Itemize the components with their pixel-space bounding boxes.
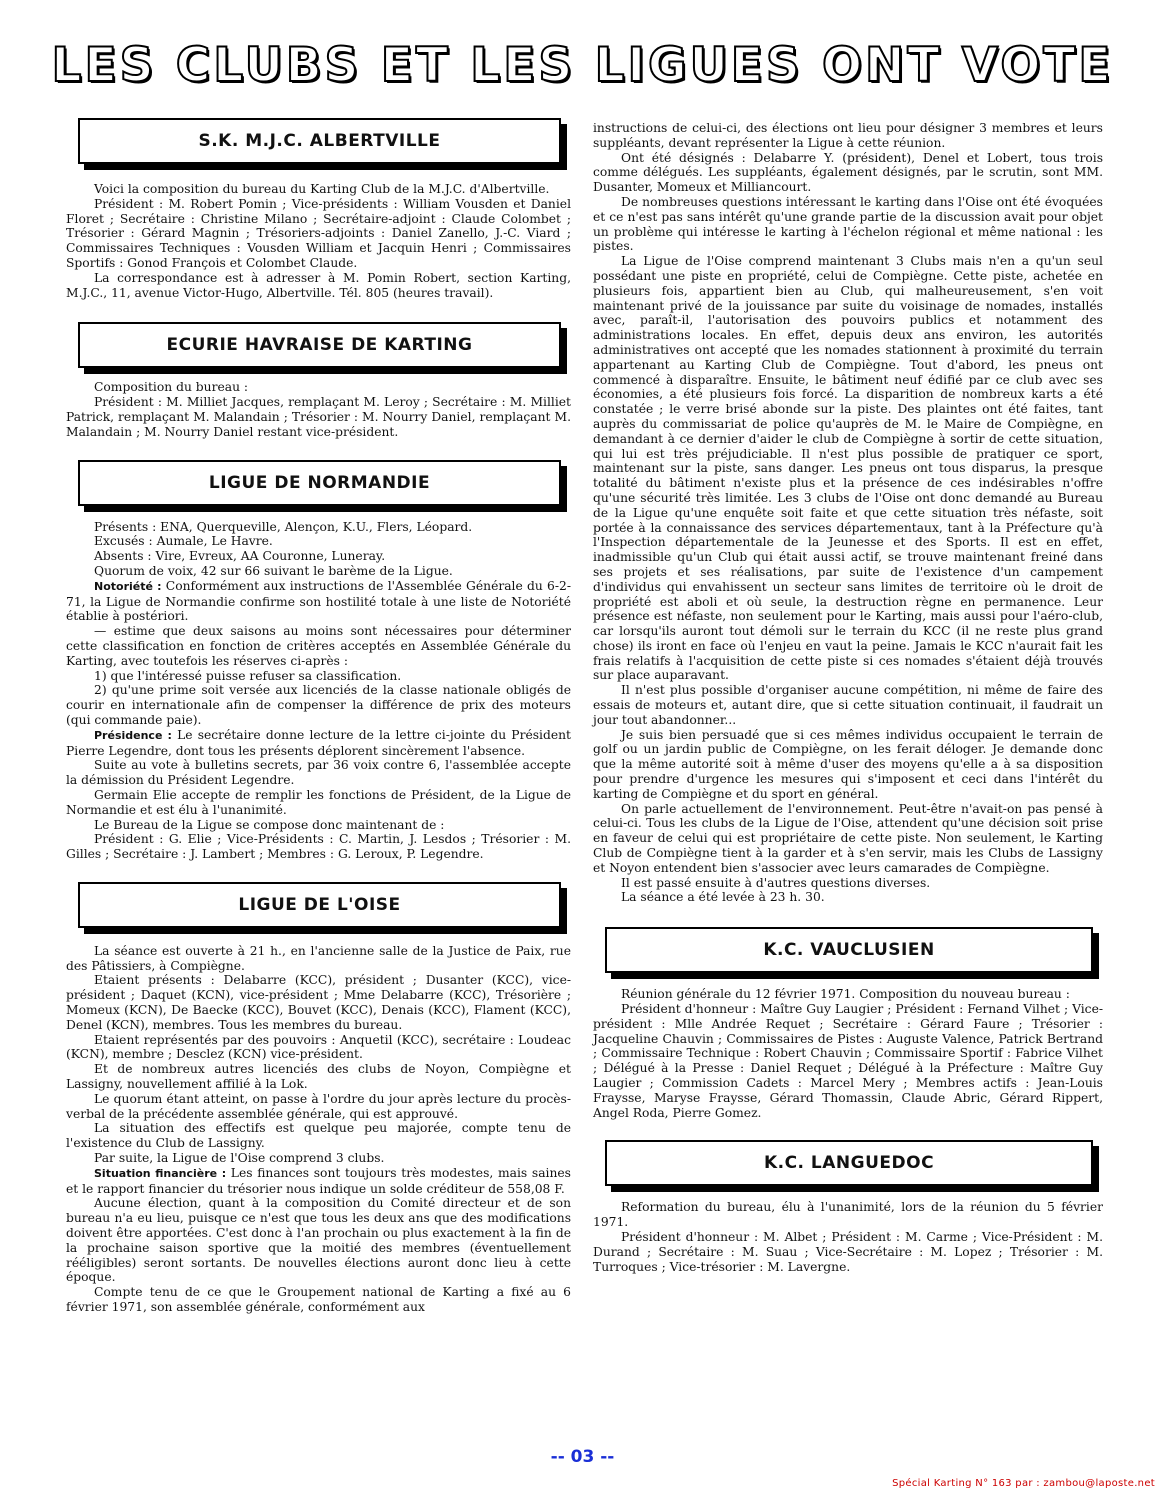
- section-heading-languedoc: K.C. LANGUEDOC: [605, 1140, 1093, 1186]
- paragraph: Président : G. Elie ; Vice-Présidents : C. Martin, J. Lesdos ; Trésorier : M. Gilles ; Secrétaire : J. Lambert ; Membres : G. Leroux, P. Legendre.: [66, 832, 571, 862]
- section-heading-vauclusien: K.C. VAUCLUSIEN: [605, 927, 1093, 973]
- paragraph: La correspondance est à adresser à M. Pomin Robert, section Karting, M.J.C., 11, avenue Victor-Hugo, Albertville. Tél. 805 (heures travail).: [66, 270, 571, 300]
- section-body-normandie: [66, 520, 571, 862]
- paragraph: Aucune élection, quant à la composition du Comité directeur et de son bureau n'a eu lieu, puisque ce n'est que tous les deux ans que des modifications doivent être apportées. C'est donc à l'an prochain ou plus exactement à la fin de la prochaine saison sportive que la moitié des membres (éventuellement rééligibles) seront sortants. De nouvelles élections auront donc lieu à cette époque.: [66, 1196, 571, 1285]
- paragraph: La situation des effectifs est quelque peu majorée, compte tenu de l'existence du Club de Lassigny.: [66, 1121, 571, 1151]
- credit-line: Spécial Karting N° 163 par : zambou@laposte.net: [892, 1478, 1155, 1489]
- section-heading-havraise: ECURIE HAVRAISE DE KARTING: [78, 322, 561, 368]
- paragraph: — estime que deux saisons au moins sont nécessaires pour déterminer cette classification en fonction de critères acceptés en Assemblée Générale du Karting, avec toutefois les réserves ci-après :: [66, 624, 571, 668]
- section-body-oise-continued: [593, 121, 1103, 905]
- label-situation-financiere: Situation financière :: [94, 1166, 227, 1180]
- paragraph: 1) que l'intéressé puisse refuser sa classification.: [94, 668, 402, 683]
- paragraph: La séance est ouverte à 21 h., en l'ancienne salle de la Justice de Paix, rue des Pâtissiers, à Compiègne.: [66, 943, 571, 973]
- paragraph: Réunion générale du 12 février 1971. Composition du nouveau bureau :: [621, 987, 1070, 1002]
- paragraph: La Ligue de l'Oise comprend maintenant 3 Clubs mais n'en a qu'un seul possédant une piste en propriété, celui de Compiègne. Cette piste, achetée en plusieurs fois, appartient bien au Club, qui malheureusement, s'en voit maintenant privé de la jouissance par suite du voisinage de nomades, installés avec, paraît-il, l'autorisation des pouvoirs publics et notamment des administrations locales. En effet, depuis deux ans environ, les autorités administratives ont accepté que les nomades stationnent à proximité du terrain appartenant au Karting Club de Compiègne. Tout d'abord, les pneus ont commencé à disparaître. Ensuite, le bâtiment neuf édifié par ce club avec ses économies, a été plusieurs fois forcé. La disparition de nombreux karts a été constatée ; le verre brisé abonde sur la piste. Des plaintes ont été faites, tant auprès du commissariat de police qu'auprès de M. le Maire de Compiègne, en demandant à ce dernier d'aider le club de Compiègne à sortir de cette situation, qui lui est très préjudiciable. Il n'est plus possible de pratiquer ce sport, maintenant sur la piste, sans danger. Les pneus ont tous disparus, la presque totalité du bâtiment n'existe plus et la présence de ces indésirables n'offre qu'une sécurité très limitée. Les 3 clubs de l'Oise ont donc demandé au Bureau de la Ligue qu'une enquête soit faite et que cette situation très néfaste, soit portée à la connaissance des services départementaux, tant à la Préfecture qu'à l'Inspection départementale de la Jeunesse et des Sports. Il est en effet, inadmissible qu'un Club qui était aussi actif, se trouve maintenant freiné dans ses projets et ses réalisations, par suite de l'existence d'un campement d'individus qui envahissent un secteur sans limites de territoire où le droit de propriété est aboli et où seule, la destruction règne en permanence. Leur présence est néfaste, non seulement pour le Karting, mais aussi pour l'aéro-club, car lorsqu'ils auront tout démoli sur le terrain du KCC (il ne reste plus grand chose) ils iront en face où l'enjeu en vaut la peine. Jamais le KCC n'aurait fait les frais relatifs à l'acquisition de cette piste si ces nomades s'étaient déjà trouvés sur place auparavant.: [593, 254, 1103, 683]
- paragraph: On parle actuellement de l'environnement. Peut-être n'avait-on pas pensé à celui-ci. Tous les clubs de la Ligue de l'Oise, attendent qu'une décision soit prise en faveur de celui qui est propriétaire de cette piste. Non seulement, le Karting Club de Compiègne tient à la garder et à s'en servir, mais les Clubs de Lassigny et Noyon entendent bien s'associer avec leurs camarades de Compiègne.: [593, 801, 1103, 875]
- paragraph: Et de nombreux autres licenciés des clubs de Noyon, Compiègne et Lassigny, nouvellement affilié à la Lok.: [66, 1062, 571, 1092]
- paragraph: Je suis bien persuadé que si ces mêmes individus occupaient le terrain de golf ou un jardin public de Compiègne, on les ferait déloger. Je demande donc que la même autorité soit à même d'user des moyens qu'elle a à sa disposition pour prendre d'urgence les mesures qui s'imposent et ceci dans l'intérêt du karting de Compiègne et du sport en général.: [593, 727, 1103, 801]
- paragraph: Suite au vote à bulletins secrets, par 36 voix contre 6, l'assemblée accepte la démission du Président Legendre.: [66, 758, 571, 788]
- paragraph: Président d'honneur : M. Albet ; Président : M. Carme ; Vice-Président : M. Durand ; Secrétaire : M. Suau ; Vice-Secrétaire : M. Lopez ; Trésorier : M. Turroques ; Vice-trésorier : M. Lavergne.: [593, 1230, 1103, 1274]
- page-title: LES CLUBS ET LES LIGUES ONT VOTE: [51, 38, 1114, 93]
- paragraph: Présents : ENA, Querqueville, Alençon, K.U., Flers, Léopard.: [94, 519, 473, 534]
- paragraph: De nombreuses questions intéressant le karting dans l'Oise ont été évoquées et ce n'est pas sans intérêt qu'une grande partie de la discussion avait pour objet un problème qui intéresse le karting à l'échelon régional et même national : les pistes.: [593, 194, 1103, 254]
- paragraph: Présidence : Le secrétaire donne lecture de la lettre ci-jointe du Président Pierre Legendre, dont tous les présents déplorent sincèrement l'absence.: [66, 727, 571, 758]
- paragraph: instructions de celui-ci, des élections ont lieu pour désigner 3 membres et leurs suppléants, devant représenter la Ligue à cette réunion.: [593, 121, 1103, 150]
- paragraph: Il n'est plus possible d'organiser aucune compétition, ni même de faire des essais de moteurs et, autant dire, que si cette situation continuait, il faudrait un jour tout abandonner...: [593, 683, 1103, 727]
- paragraph: Quorum de voix, 42 sur 66 suivant le barème de la Ligue.: [94, 563, 453, 578]
- label-notoriete: Notoriété :: [94, 579, 162, 593]
- paragraph: Germain Elie accepte de remplir les fonctions de Président, de la Ligue de Normandie et est élu à l'unanimité.: [66, 787, 571, 817]
- paragraph: Situation financière : Les finances sont toujours très modestes, mais saines et le rapport financier du trésorier nous indique un solde créditeur de 558,08 F.: [66, 1165, 571, 1196]
- section-body-havraise: [66, 380, 571, 439]
- paragraph: 2) qu'une prime soit versée aux licenciés de la classe nationale obligés de courir en internationale afin de compenser la différence de prix des moteurs (qui commande paie).: [66, 683, 571, 727]
- paragraph: Etaient présents : Delabarre (KCC), président ; Dusanter (KCC), vice-président ; Daquet (KCN), vice-président ; Mme Delabarre (KCC), Trésorière ; Momeux (KCN), De Baecke (KCC), Bouvet (KCC), Denais (KCC), Flament (KCC), Denel (KCN), membres. Tous les membres du bureau.: [66, 973, 571, 1032]
- paragraph: Excusés : Aumale, Le Havre.: [94, 534, 273, 549]
- section-heading-normandie: LIGUE DE NORMANDIE: [78, 460, 561, 506]
- section-body-oise: [66, 944, 571, 1315]
- paragraph: Absents : Vire, Evreux, AA Couronne, Luneray.: [94, 549, 386, 564]
- paragraph: Président d'honneur : Maître Guy Laugier ; Président : Fernand Vilhet ; Vice-président : Mlle Andrée Requet ; Secrétaire : Gérard Faure ; Trésorier : Jacqueline Chauvin ; Commissaires de Pistes : Auguste Valence, Patrick Bertrand ; Commissaire Technique : Robert Chauvin ; Commissaire Sportif : Fabrice Vilhet ; Délégué à la Presse : Daniel Requet ; Délégué à la Préfecture : Maître Guy Laugier ; Commission Cadets : Marcel Mery ; Membres actifs : Jean-Louis Fraysse, Maryse Fraysse, Gérard Thomassin, Claude Abric, Gérard Rippert, Angel Roda, Pierre Gomez.: [593, 1002, 1103, 1120]
- section-heading-oise: LIGUE DE L'OISE: [78, 882, 561, 928]
- paragraph: Notoriété : Conformément aux instructions de l'Assemblée Générale du 6-2-71, la Ligue de Normandie confirme son hostilité totale à une liste de Notoriété établie à postériori.: [66, 578, 571, 624]
- paragraph: Composition du bureau :: [94, 380, 249, 395]
- paragraph: Ont été désignés : Delabarre Y. (président), Denel et Lobert, tous trois comme délégués. Les suppléants, également désignés, par le scrutin, sont MM. Dusanter, Momeux et Milliancourt.: [593, 150, 1103, 195]
- left-column: [66, 118, 571, 1315]
- paragraph: Compte tenu de ce que le Groupement national de Karting a fixé au 6 février 1971, son assemblée générale, conformément aux: [66, 1285, 571, 1315]
- page-number: -- 03 --: [550, 1447, 615, 1467]
- section-heading-albertville: S.K. M.J.C. ALBERTVILLE: [78, 118, 561, 164]
- paragraph: Etaient représentés par des pouvoirs : Anquetil (KCC), secrétaire : Loudeac (KCN), membre ; Desclez (KCN) vice-président.: [66, 1032, 571, 1062]
- paragraph: Par suite, la Ligue de l'Oise comprend 3 clubs.: [94, 1151, 385, 1166]
- section-body-albertville: [66, 182, 571, 300]
- section-body-languedoc: [593, 1200, 1103, 1274]
- paragraph: Le quorum étant atteint, on passe à l'ordre du jour après lecture du procès-verbal de la précédente assemblée générale, qui est approuvé.: [66, 1091, 571, 1121]
- right-column: [593, 121, 1103, 1274]
- paragraph: Président : M. Robert Pomin ; Vice-présidents : William Vousden et Daniel Floret ; Secrétaire : Christine Milano ; Secrétaire-adjoint : Claude Colombet ; Trésorier : Gérard Magnin ; Trésoriers-adjoints : Daniel Zanello, J.-C. Viard ; Commissaires Techniques : Vousden William et Jacquin Henri ; Commissaires Sportifs : Gonod François et Colombet Claude.: [66, 196, 571, 270]
- label-presidence: Présidence :: [94, 728, 172, 742]
- paragraph: Voici la composition du bureau du Karting Club de la M.J.C. d'Albertville.: [94, 182, 550, 196]
- paragraph: Il est passé ensuite à d'autres questions diverses.: [621, 875, 931, 890]
- paragraph: Reformation du bureau, élu à l'unanimité, lors de la réunion du 5 février 1971.: [593, 1200, 1103, 1230]
- paragraph: La séance a été levée à 23 h. 30.: [621, 890, 825, 905]
- paragraph: Président : M. Milliet Jacques, remplaçant M. Leroy ; Secrétaire : M. Milliet Patrick, remplaçant M. Malandain ; Trésorier : M. Nourry Daniel, remplaçant M. Malandain ; M. Nourry Daniel restant vice-président.: [66, 395, 571, 439]
- paragraph: Le Bureau de la Ligue se compose donc maintenant de :: [94, 817, 445, 832]
- section-body-vauclusien: [593, 987, 1103, 1120]
